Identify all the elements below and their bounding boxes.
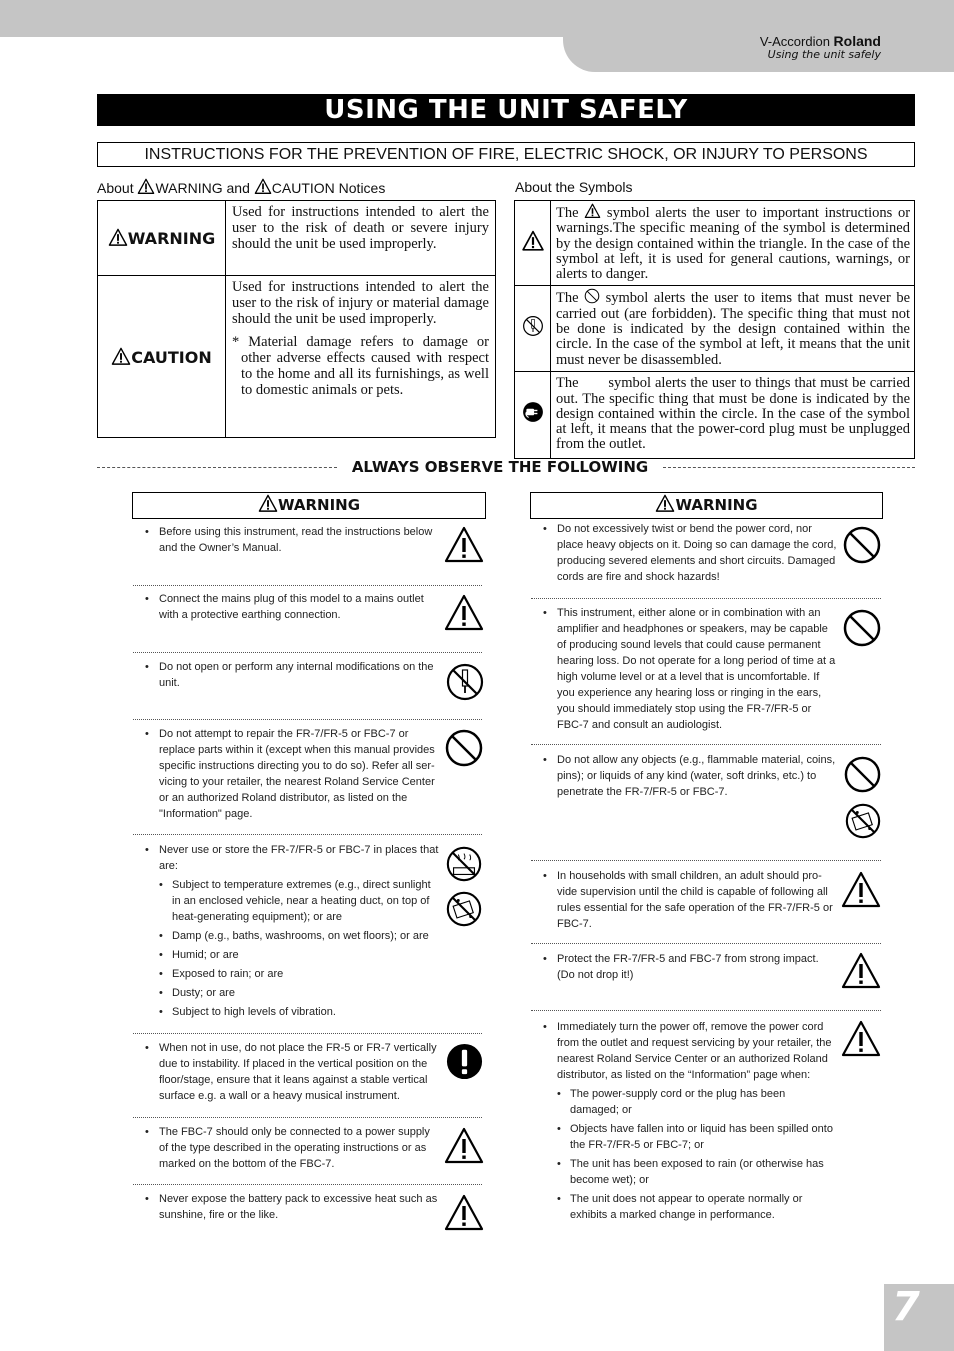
sub-item-text: Humid; or are	[172, 949, 239, 961]
warning-label-cell	[98, 201, 226, 276]
item-separator	[531, 1010, 881, 1011]
caution-triangle-icon	[111, 347, 131, 366]
list-item: • Connect the mains plug of this model to a mains outlet with a protective earthing connection.	[133, 591, 441, 623]
sub-item-text: The power-supply cord or the plug has been damaged; or	[570, 1088, 786, 1116]
item-text: Before using this instrument, read the instructions below and the Owner’s Manual.	[159, 526, 433, 554]
symbol-text-part: The	[556, 205, 579, 221]
list-item: • Before using this instrument, read the instructions below and the Owner’s Manual.	[133, 524, 441, 556]
symbol-text-triangle	[551, 201, 915, 286]
heading-warning: WARNING and	[155, 180, 250, 196]
item-separator	[531, 744, 881, 745]
sub-item: • Damp (e.g., baths, washrooms, on wet floors); or are	[159, 930, 429, 942]
right-warning-label: WARNING	[675, 496, 758, 514]
sub-item-text: Subject to high levels of vibration.	[172, 1006, 336, 1018]
symbol-text-part: The	[556, 290, 579, 307]
symbol-text-part: symbol alerts the user to important instructions or warnings.The specific meaning of the symbol is determined by the design contained within the triangle. In the case of the symbol at left, it is used for general cautions, warnings, or alerts to danger.	[556, 205, 911, 283]
symbol-cell-prohibited	[515, 286, 551, 371]
prohibited-icon	[842, 608, 882, 648]
warning-triangle-icon	[841, 951, 881, 991]
right-warning-header	[530, 492, 883, 519]
caution-label-cell	[98, 276, 226, 438]
header-section: Using the unit safely	[767, 48, 881, 61]
warning-triangle-icon	[841, 870, 881, 910]
item-separator	[531, 860, 881, 861]
item-text: Immediately turn the power off, remove the power cord from the outlet and request servicing by your retailer, the nearest Roland Service Center or an authorized Roland distributor, as listed on the “Information” page when:	[557, 1021, 832, 1081]
warning-description: Used for instructions intended to alert the user to the risk of death or severe injury should the unit be used improperly.	[226, 201, 496, 276]
left-warning-header	[132, 492, 486, 519]
item-text: Connect the mains plug of this model to a mains outlet with a protective earthing connection.	[159, 593, 424, 621]
prohibited-icon	[444, 728, 484, 768]
always-observe-heading: ALWAYS OBSERVE THE FOLLOWING	[351, 458, 649, 476]
page-subtitle: INSTRUCTIONS FOR THE PREVENTION OF FIRE, ELECTRIC SHOCK, OR INJURY TO PERSONS	[97, 142, 915, 167]
item-text: Do not attempt to repair the FR-7/FR-5 or FBC-7 or replace parts within it (except when this manual provides specific instructions directing you to do so). Refer all ser-vicing to your retailer, the nearest Roland Service Center or an authorized Roland distributor, as listed on the "Information" page.	[159, 728, 435, 820]
item-separator	[133, 585, 482, 586]
warning-triangle-icon	[841, 1019, 881, 1059]
product-name: V-Accordion	[759, 34, 830, 49]
item-separator	[133, 1117, 482, 1118]
item-text: In households with small children, an adult should pro-vide supervision until the child is capable of following all rules essential for the safe operation of the FR-7/FR-5 or FBC-7.	[557, 870, 833, 930]
symbol-cell-mandatory	[515, 371, 551, 458]
prohibited-icon	[843, 755, 882, 794]
left-warning-label: WARNING	[277, 496, 361, 514]
symbol-text-part: The	[556, 375, 579, 392]
item-text: Do not excessively twist or bend the power cord, nor place heavy objects on it. Doing so can damage the cord, producing severed elements and short circuits. Damaged cords are fire and shock hazards!	[557, 523, 837, 583]
item-separator	[133, 1184, 482, 1185]
list-item: • Do not allow any objects (e.g., flammable material, coins, pins); or liquids of any kind (water, soft drinks, etc.) to penetrate the FR-7/FR-5 or FBC-7.	[531, 752, 837, 800]
sub-item-text: The unit has been exposed to rain (or otherwise has become wet); or	[570, 1158, 824, 1186]
warning-triangle-icon	[137, 178, 155, 195]
list-item: • Never use or store the FR-7/FR-5 or FBC-7 in places that are: • Subject to temperature extremes (e.g., direct sunlight in an enclosed vehicle, near a heating duct, on top of heat-generating equipment); or are • Damp (e.g., baths, washrooms, on wet floors); or are • Humid; or are • Exposed to rain; or are • Dusty; or are • Subject to high levels of vibration.	[133, 842, 441, 1020]
list-item: • Do not open or perform any internal modifications on the unit.	[133, 659, 441, 691]
list-item: • Protect the FR-7/FR-5 and FBC-7 from strong impact. (Do not drop it!)	[531, 951, 837, 983]
no-objects-icon	[445, 890, 483, 928]
caution-note: * Material damage refers to damage or other adverse effects caused with respect to the home and all its furnishings, as well to domestic animals or pets.	[232, 334, 489, 398]
page-number-tab	[884, 1284, 954, 1351]
list-item: • When not in use, do not place the FR-5 or FR-7 vertically due to instability. If placed in the vertical position on the floor/stage, ensure that it leans against a stable vertical surface e.g. a wall or a heavy musical instrument.	[133, 1040, 441, 1104]
symbol-cell-triangle	[515, 201, 551, 286]
sub-item: • Subject to high levels of vibration.	[159, 1006, 336, 1018]
sub-item-text: The unit does not appear to operate normally or exhibits a marked change in performance.	[570, 1193, 803, 1221]
list-item: • In households with small children, an adult should pro-vide supervision until the child is capable of following all rules essential for the safe operation of the FR-7/FR-5 or FBC-7.	[531, 868, 837, 932]
caution-label: CAUTION	[131, 347, 212, 367]
item-text: This instrument, either alone or in combination with an amplifier and headphones or speakers, may be capable of producing sound levels that could cause permanent hearing loss. Do not operate for a long period of time at a high volume level or at a level that is uncomfortable. If you experience any hearing loss or ringing in the ears, you should immediately stop using the FR-7/FR-5 or FBC-7 and consult an audiologist.	[557, 607, 836, 731]
inline-triangle-icon	[584, 203, 601, 219]
symbol-text-prohibited	[551, 286, 915, 371]
warning-triangle-icon	[108, 228, 128, 247]
sub-item-text: Exposed to rain; or are	[172, 968, 284, 980]
item-text: Do not allow any objects (e.g., flammable material, coins, pins); or liquids of any kind (water, soft drinks, etc.) to penetrate the FR-7/FR-5 or FBC-7.	[557, 754, 836, 798]
no-disassemble-icon	[445, 662, 485, 702]
sub-item-text: Objects have fallen into or liquid has been spilled onto the FR-7/FR-5 or FBC-7; or	[570, 1123, 833, 1151]
heading-about: About	[97, 180, 134, 196]
symbol-text-mandatory	[551, 371, 915, 458]
no-water-icon	[445, 845, 483, 883]
item-text: Protect the FR-7/FR-5 and FBC-7 from strong impact. (Do not drop it!)	[557, 953, 819, 981]
item-text: Never expose the battery pack to excessive heat such as sunshine, fire or the like.	[159, 1193, 438, 1221]
item-separator	[133, 719, 482, 720]
sub-item: • The power-supply cord or the plug has been damaged; or	[557, 1088, 786, 1116]
divider-left	[97, 467, 337, 468]
warning-triangle-icon	[444, 1126, 484, 1166]
item-separator	[133, 834, 482, 835]
warning-triangle-icon	[444, 593, 484, 633]
list-item: • Do not attempt to repair the FR-7/FR-5 or FBC-7 or replace parts within it (except when this manual provides specific instructions directing you to do so). Refer all ser-vicing to your retailer, the nearest Roland Service Center or an authorized Roland distributor, as listed on the "Information" page.	[133, 726, 441, 822]
sub-item: • Subject to temperature extremes (e.g., direct sunlight in an enclosed vehicle, near a heating duct, on top of heat-generating equipment); or are	[159, 879, 431, 923]
item-separator	[133, 1033, 482, 1034]
page-title: USING THE UNIT SAFELY	[97, 94, 915, 126]
list-item: • Do not excessively twist or bend the power cord, nor place heavy objects on it. Doing so can damage the cord, producing severed elements and short circuits. Damaged cords are fire and shock hazards!	[531, 521, 837, 585]
warning-triangle-icon	[444, 525, 484, 565]
mandatory-icon	[445, 1042, 484, 1081]
warning-triangle-icon	[258, 494, 278, 513]
list-item: • The FBC-7 should only be connected to a power supply of the type described in the operating instructions or as marked on the bottom of the FBC-7.	[133, 1124, 441, 1172]
list-item: • This instrument, either alone or in combination with an amplifier and headphones or speakers, may be capable of producing sound levels that could cause permanent hearing loss. Do not operate for a long period of time at a high volume level or at a level that is uncomfortable. If you experience any hearing loss or ringing in the ears, you should immediately stop using the FR-7/FR-5 or FBC-7 and consult an audiologist.	[531, 605, 837, 733]
no-disassemble-icon	[522, 315, 544, 337]
item-text: Do not open or perform any internal modifications on the unit.	[159, 661, 434, 689]
caution-triangle-icon	[254, 178, 272, 195]
list-item: • Immediately turn the power off, remove the power cord from the outlet and request servicing by your retailer, the nearest Roland Service Center or an authorized Roland distributor, as listed on the “Information” page when: • The power-supply cord or the plug has been damaged; or • Objects have fallen into or liquid has been spilled onto the FR-7/FR-5 or FBC-7; or • The unit has been exposed to rain (or otherwise has become wet); or • The unit does not appear to operate normally or exhibits a marked change in performance.	[531, 1019, 837, 1223]
item-separator	[531, 598, 881, 599]
prohibited-icon	[842, 525, 882, 565]
sub-item: • Exposed to rain; or are	[159, 968, 284, 980]
sub-item: • Dusty; or are	[159, 987, 235, 999]
symbols-table	[514, 200, 915, 459]
sub-item: • The unit has been exposed to rain (or otherwise has become wet); or	[557, 1158, 824, 1186]
header-product	[760, 33, 881, 49]
sub-item: • Objects have fallen into or liquid has been spilled onto the FR-7/FR-5 or FBC-7; or	[557, 1123, 833, 1151]
divider-right	[663, 467, 915, 468]
caution-description	[226, 276, 496, 438]
caution-text: Used for instructions intended to alert the user to the risk of injury or material damage should the unit be used improperly.	[232, 279, 489, 327]
item-text: Never use or store the FR-7/FR-5 or FBC-7 in places that are:	[159, 844, 439, 872]
item-text: When not in use, do not place the FR-5 or FR-7 vertically due to instability. If placed in the vertical position on the floor/stage, ensure that it leans against a stable vertical surface e.g. a wall or a heavy musical instrument.	[159, 1042, 437, 1102]
alert-triangle-icon	[522, 230, 544, 252]
warning-triangle-icon	[655, 494, 675, 513]
item-text: The FBC-7 should only be connected to a power supply of the type described in the operating instructions or as marked on the bottom of the FBC-7.	[159, 1126, 430, 1170]
page-number: 7	[892, 1284, 920, 1330]
symbols-heading: About the Symbols	[515, 179, 633, 195]
sub-item: • Humid; or are	[159, 949, 239, 961]
heading-caution: CAUTION Notices	[271, 180, 386, 196]
item-separator	[133, 652, 482, 653]
unplug-icon	[522, 401, 544, 423]
notices-heading	[97, 178, 385, 196]
inline-prohibited-icon	[584, 288, 600, 304]
header-tab	[563, 0, 954, 72]
sub-item: • The unit does not appear to operate normally or exhibits a marked change in performance.	[557, 1193, 803, 1221]
warning-triangle-icon	[444, 1193, 484, 1233]
brand-name: Roland	[833, 33, 881, 49]
sub-item-text: Dusty; or are	[172, 987, 235, 999]
notices-table	[97, 200, 496, 438]
item-separator	[531, 943, 881, 944]
warning-label: WARNING	[127, 229, 216, 248]
sub-item-text: Subject to temperature extremes (e.g., direct sunlight in an enclosed vehicle, near a heating duct, on top of heat-generating equipment); or are	[172, 879, 431, 923]
symbol-text-part: symbol alerts the user to items that must never be carried out (are forbidden). The specific thing that must not be done is indicated by the design contained within the circle. In the case of the symbol at left, it means that the unit must never be disassembled.	[556, 290, 911, 368]
symbol-text-part: symbol alerts the user to things that must be carried out. The specific thing that must be done is indicated by the design contained within the circle. In the case of the symbol at left, it means that the power-cord plug must be unplugged from the outlet.	[556, 375, 911, 453]
sub-item-text: Damp (e.g., baths, washrooms, on wet floors); or are	[172, 930, 429, 942]
no-objects-icon	[844, 802, 882, 840]
list-item: • Never expose the battery pack to excessive heat such as sunshine, fire or the like.	[133, 1191, 441, 1223]
